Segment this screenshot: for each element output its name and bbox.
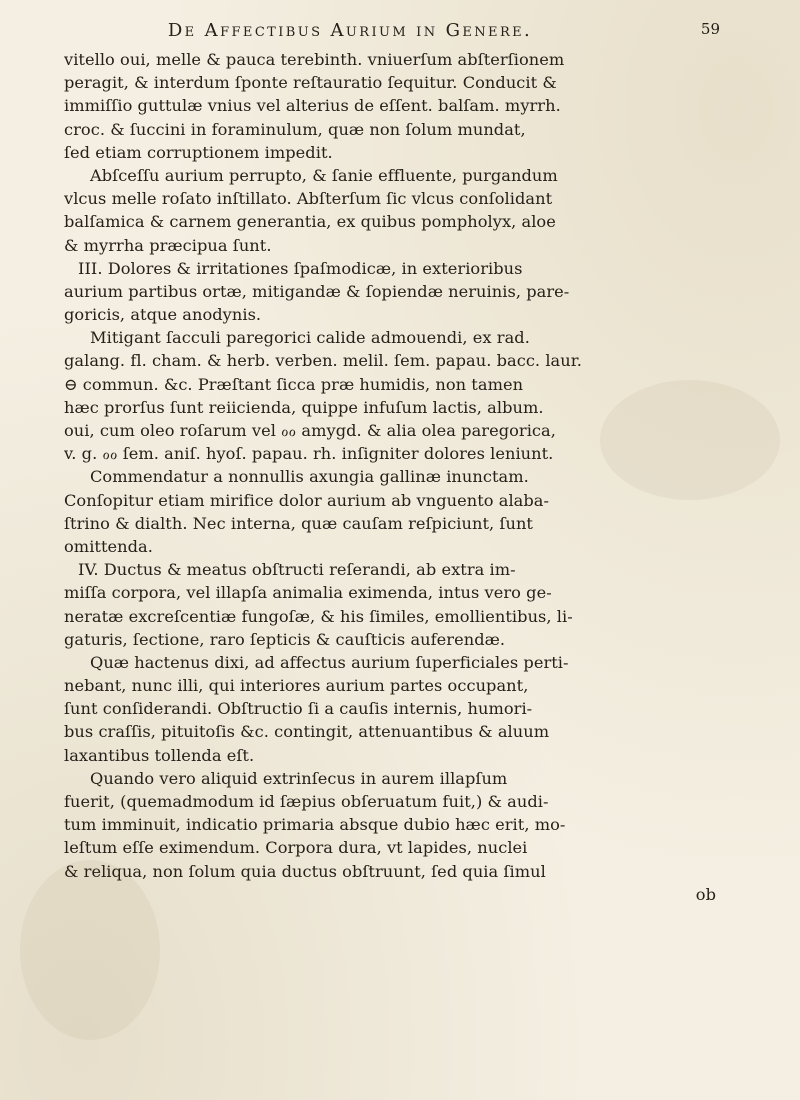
text-line: gaturis, ſectione, raro ſepticis & cauſticis auferendæ. (64, 629, 506, 649)
text-line: IV. Ductus & meatus obſtructi reſerandi, ab extra im- (78, 560, 516, 580)
text-line: bus craſſis, pituitoſis &c. contingit, attenuantibus & aluum (64, 722, 550, 742)
text-line: ſunt conſiderandi. Obſtructio ſi a cauſis internis, humori- (64, 699, 533, 719)
text-line: oui, cum oleo roſarum vel ℴℴ amygd. & alia olea paregorica, (64, 421, 556, 440)
text-line: Quæ hactenus dixi, ad affectus aurium ſuperficiales perti- (90, 652, 569, 672)
text-line: tum imminuit, indicatio primaria absque dubio hæc erit, mo- (64, 815, 566, 835)
text-line: miſſa corpora, vel illapſa animalia eximenda, intus vero ge- (64, 583, 552, 603)
page-number: 59 (700, 20, 720, 38)
text-line: aurium partibus ortæ, mitigandæ & ſopiendæ neruinis, pare- (64, 281, 570, 301)
text-line: Conſopitur etiam mirifice dolor aurium ab vnguento alaba- (64, 490, 550, 510)
body-text (64, 48, 724, 906)
text-line: hæc prorſus ſunt reiicienda, quippe infuſum lactis, album. (64, 397, 544, 417)
text-line: ⊖ commun. &c. Præſtant ſicca præ humidis, non tamen (64, 374, 524, 394)
text-line: vitello oui, melle & pauca terebinth. vniuerſum abſterſionem (64, 50, 565, 69)
running-title: De Affectibus Aurium in Genere. (167, 20, 533, 41)
text-line: galang. fl. cham. & herb. verben. melil. ſem. papau. bacc. laur. (64, 351, 582, 371)
catchword: ob (695, 884, 716, 904)
text-line: & reliqua, non ſolum quia ductus obſtruunt, ſed quia ſimul (64, 861, 546, 881)
text-line: laxantibus tollenda eſt. (64, 745, 255, 765)
text-line: v. g. ℴℴ ſem. aniſ. hyoſ. papau. rh. inſigniter dolores leniunt. (64, 444, 554, 464)
text-line: omittenda. (64, 536, 153, 556)
text-line: ſed etiam corruptionem impedit. (64, 142, 333, 162)
text-line: fuerit, (quemadmodum id ſæpius obſeruatum fuit,) & audi- (64, 792, 549, 811)
text-line: balſamica & carnem generantia, ex quibus pompholyx, aloe (64, 212, 556, 232)
text-line: Commendatur a nonnullis axungia gallinæ inunctam. (90, 467, 529, 487)
text-line: goricis, atque anodynis. (64, 305, 262, 325)
text-line: peragit, & interdum ſponte reſtauratio ſequitur. Conducit & (64, 73, 557, 93)
text-line: nebant, nunc illi, qui interiores aurium partes occupant, (64, 676, 529, 696)
text-line: & myrrha præcipua ſunt. (64, 235, 272, 255)
text-line: vlcus melle roſato inſtillato. Abſterſum ſic vlcus conſolidant (64, 189, 553, 209)
text-line: Abſceſſu aurium perrupto, & ſanie effluente, purgandum (90, 165, 558, 185)
text-line: leſtum eſſe eximendum. Corpora dura, vt lapides, nuclei (64, 838, 528, 858)
text-line: Quando vero aliquid extrinſecus in aurem illapſum (90, 768, 508, 788)
text-line: immiſſio guttulæ vnius vel alterius de eſſent. balſam. myrrh. (64, 96, 561, 116)
page-header (70, 20, 720, 48)
text-line: neratæ excreſcentiæ fungoſæ, & his ſimiles, emollientibus, li- (64, 606, 573, 626)
text-line: ſtrino & dialth. Nec interna, quæ cauſam reſpiciunt, ſunt (64, 513, 533, 533)
text-line: Mitigant ſacculi paregorici calide admouendi, ex rad. (90, 328, 530, 348)
text-line: III. Dolores & irritationes ſpaſmodicæ, in exterioribus (78, 258, 523, 278)
text-line: croc. & ſuccini in foraminulum, quæ non ſolum mundat, (64, 119, 526, 139)
